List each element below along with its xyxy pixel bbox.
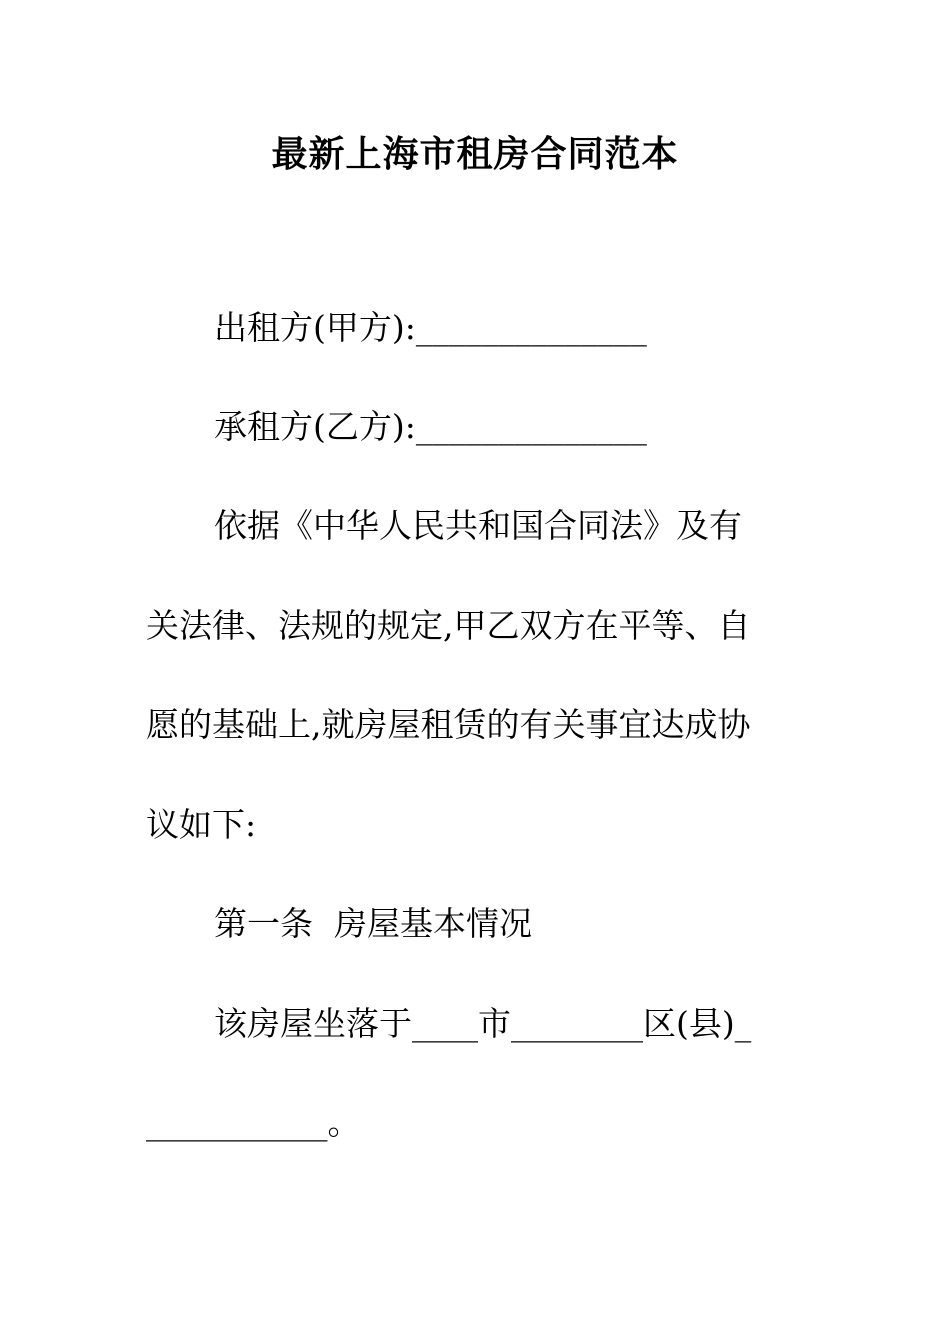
preamble-line-4: 议如下: [146,805,257,844]
article-1-heading: 第一条 房屋基本情况 [214,904,532,943]
location-line-2: ___________。 [146,1103,361,1142]
preamble-line-3: 愿的基础上,就房屋租赁的有关事宜达成协 [146,705,751,744]
lessee-line: 承租方(乙方):______________ [214,407,647,446]
preamble-line-2: 关法律、法规的规定,甲乙双方在平等、自 [146,606,751,645]
preamble-line-1: 依据《中华人民共和国合同法》及有 [214,506,742,545]
location-line-1: 该房屋坐落于____市________区(县)_ [214,1004,752,1043]
lessor-line: 出租方(甲方):______________ [214,308,647,347]
document-title: 最新上海市租房合同范本 [271,133,679,175]
